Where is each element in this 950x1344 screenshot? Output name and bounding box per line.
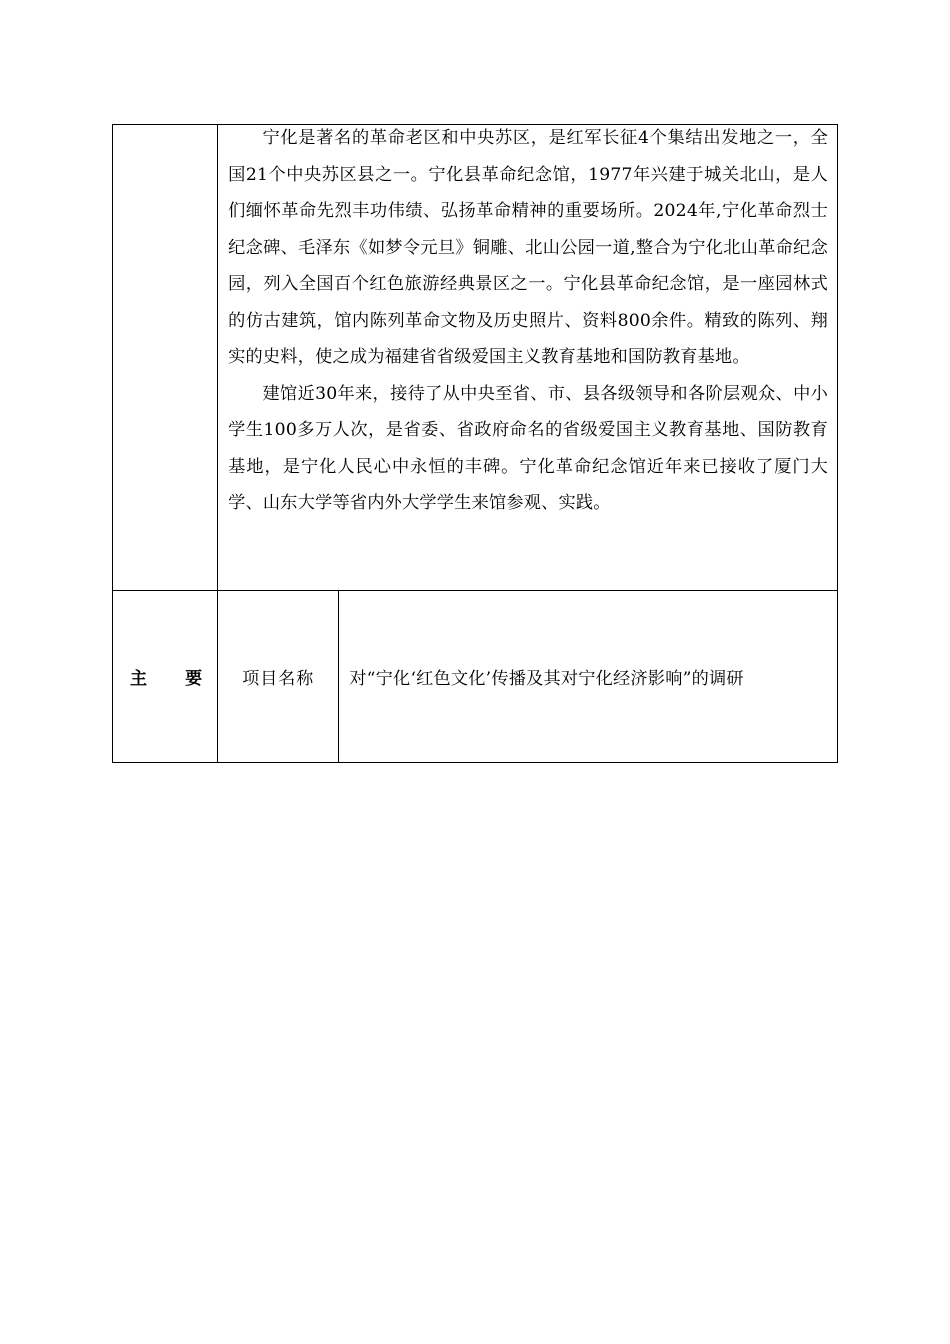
section-label: 主要: [113, 591, 218, 763]
intro-row: [113, 125, 838, 591]
project-name-label: 项目名称: [218, 591, 339, 763]
main-content-row: [113, 591, 838, 763]
document-table: [112, 124, 838, 763]
project-name-value: 对“宁化‘红色文化’传播及其对宁化经济影响”的调研: [339, 591, 838, 763]
intro-text-cell: [218, 125, 838, 591]
intro-paragraph-2: 建馆近30年来，接待了从中央至省、市、县各级领导和各阶层观众、中小学生100多万人次，是省委、省政府命名的省级爱国主义教育基地、国防教育基地，是宁化人民心中永恒的丰碑。宁化革命纪念馆近年来已接收了厦门大学、山东大学等省内外大学学生来馆参观、实践。: [228, 383, 828, 513]
intro-label-cell: [113, 125, 218, 591]
intro-paragraph-1: 宁化是著名的革命老区和中央苏区，是红军长征4个集结出发地之一，全国21个中央苏区县之一。宁化县革命纪念馆，1977年兴建于城关北山，是人们缅怀革命先烈丰功伟绩、弘扬革命精神的重要场所。2024年,宁化革命烈士纪念碑、毛泽东《如梦令元旦》铜雕、北山公园一道,整合为宁化北山革命纪念园，列入全国百个红色旅游经典景区之一。宁化县革命纪念馆，是一座园林式的仿古建筑，馆内陈列革命文物及历史照片、资料800余件。精致的陈列、翔实的史料，使之成为福建省省级爱国主义教育基地和国防教育基地。: [228, 128, 828, 367]
